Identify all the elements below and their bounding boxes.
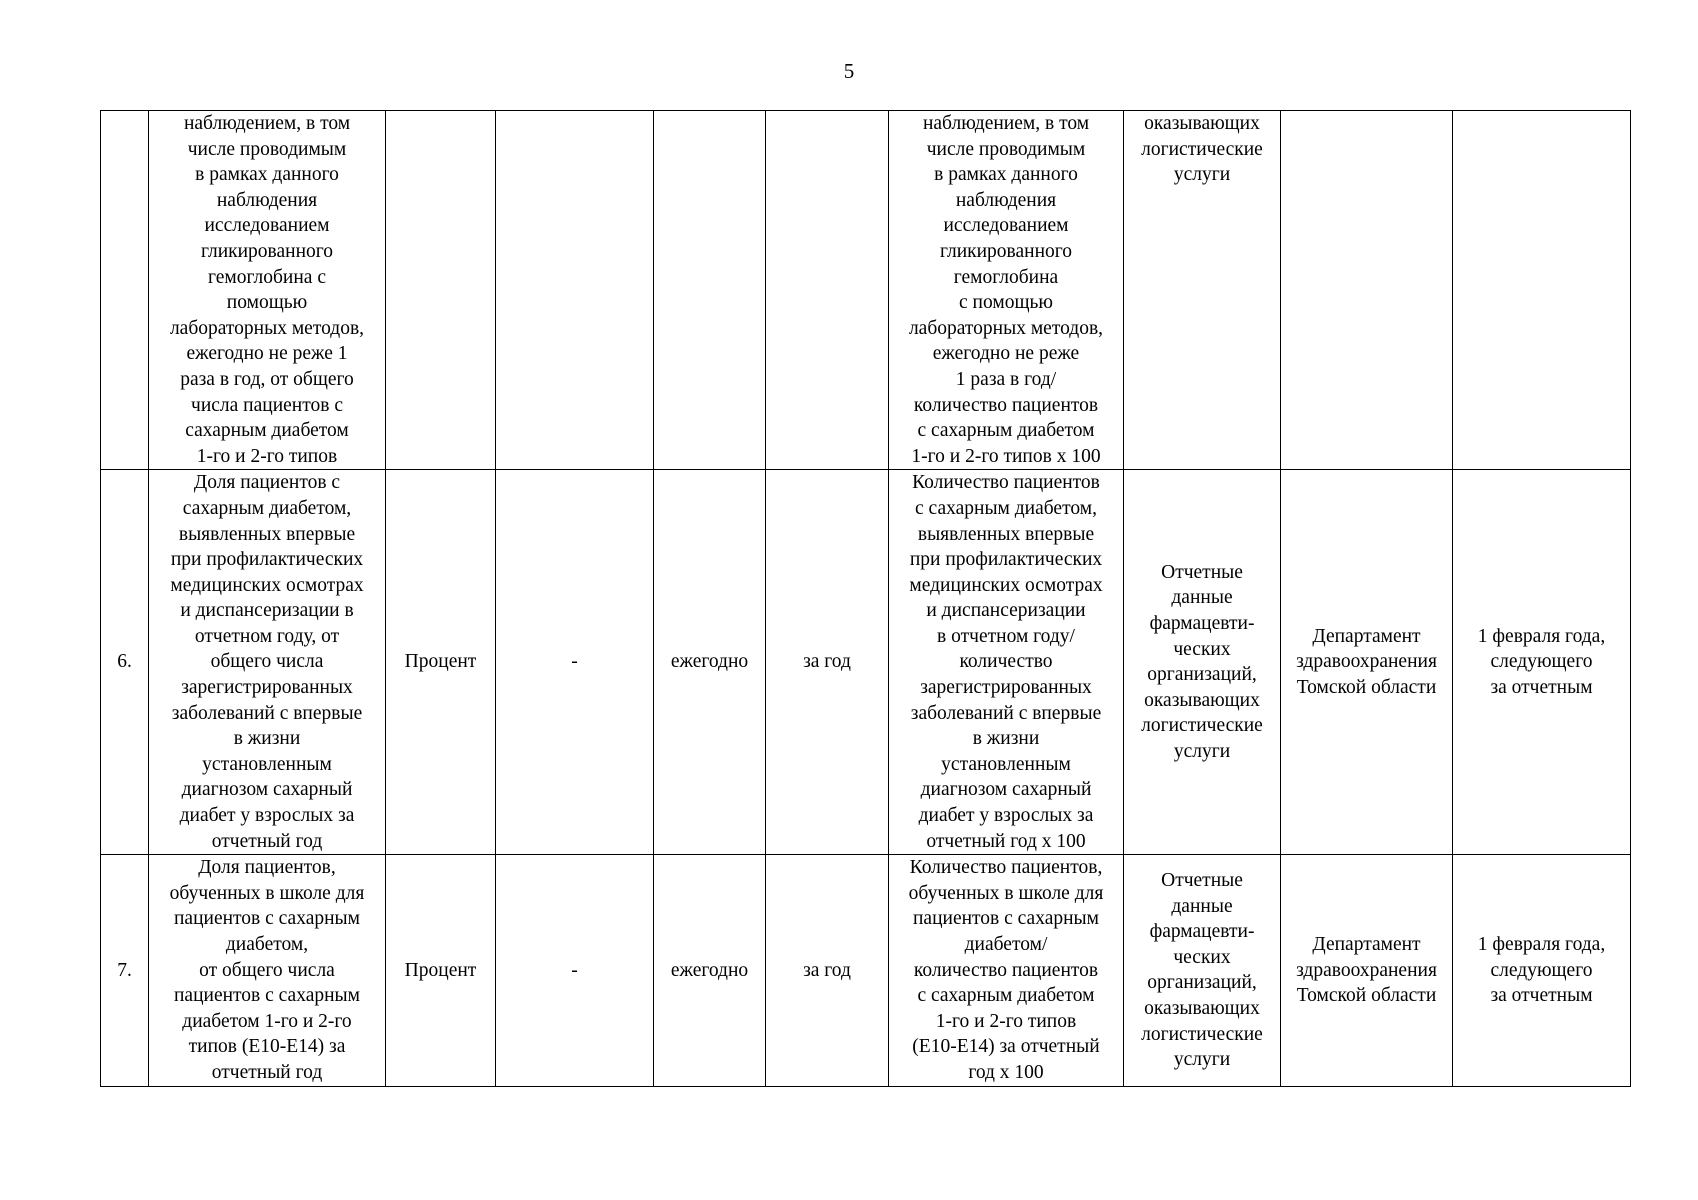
- cell-text-line: фармацевти-: [1149, 921, 1255, 943]
- cell-text-line: ческих: [1173, 638, 1231, 660]
- cell-text-line: количество пациентов: [913, 394, 1099, 416]
- cell-text-line: сахарным диабетом,: [182, 497, 352, 519]
- cell-text-line: 1-го и 2-го типов: [196, 445, 338, 467]
- cell-text-line: гликированного: [200, 240, 334, 262]
- cell-text-line: гликированного: [939, 240, 1073, 262]
- cell-text-line: Департамент: [1312, 625, 1421, 647]
- cell-text-line: числе проводимым: [926, 138, 1086, 160]
- cell-text-line: оказывающих: [1144, 997, 1260, 1019]
- cell-text-line: ческих: [1173, 946, 1231, 968]
- cell-text-line: услуги: [1173, 164, 1231, 186]
- cell-text-line: количество: [959, 651, 1053, 673]
- cell-text-line: заболеваний с впервые: [171, 702, 363, 724]
- cell-text-line: за отчетным: [1490, 985, 1593, 1007]
- cell-text-line: заболеваний с впервые: [910, 702, 1102, 724]
- cell-text-line: при профилактических: [909, 549, 1103, 571]
- cell-text-line: 1 февраля года,: [1477, 625, 1606, 647]
- cell-indicator-name: [149, 855, 386, 1086]
- cell-text-line: диагнозом сахарный: [920, 779, 1092, 801]
- cell-number: [101, 111, 149, 470]
- cell-text-line: в жизни: [233, 728, 301, 750]
- cell-text-line: пациентов с сахарным: [173, 985, 360, 1007]
- cell-text-line: с сахарным диабетом: [917, 420, 1095, 442]
- cell-unit: Процент: [386, 855, 496, 1086]
- cell-indicator-name: [149, 470, 386, 855]
- cell-text-line: диабетом/: [964, 934, 1048, 955]
- cell-text-line: здравоохранения: [1296, 959, 1437, 981]
- cell-text-line: Томской области: [1296, 985, 1437, 1007]
- cell-text-line: диабетом 1-го и 2-го: [182, 1010, 352, 1032]
- cell-text-line: Отчетные: [1161, 561, 1243, 583]
- cell-text-line: ежегодно не реже 1: [186, 343, 348, 365]
- cell-text-line: с помощью: [959, 292, 1053, 314]
- cell-number: 6.: [101, 470, 149, 855]
- cell-text-line: пациентов с сахарным: [912, 908, 1099, 930]
- cell-text-line: числе проводимым: [187, 138, 347, 160]
- cell-text-line: отчетный год: [211, 830, 323, 852]
- cell-text-line: Количество пациентов: [912, 472, 1100, 494]
- cell-base-value: -: [496, 855, 654, 1086]
- cell-text-line: сахарным диабетом: [185, 420, 349, 442]
- cell-text-line: установленным: [202, 753, 332, 775]
- cell-unit: Процент: [386, 470, 496, 855]
- cell-text-line: гемоглобина: [953, 266, 1059, 288]
- cell-text-line: Доля пациентов,: [198, 857, 336, 879]
- cell-text-line: следующего: [1490, 959, 1593, 981]
- cell-formula: [889, 855, 1124, 1086]
- cell-text-line: Департамент: [1312, 934, 1421, 955]
- cell-text-line: типов (Е10-Е14) за: [188, 1036, 346, 1058]
- cell-text-line: лабораторных методов,: [908, 317, 1104, 339]
- cell-text-line: количество пациентов: [913, 959, 1099, 981]
- table-row: [101, 111, 1631, 470]
- cell-text-line: данные: [1171, 895, 1233, 917]
- cell-periodicity: [654, 111, 766, 470]
- cell-text-line: 1-го и 2-го типов х 100: [911, 445, 1101, 467]
- cell-text-line: диабет у взрослых за: [179, 805, 355, 827]
- cell-text-line: Доля пациентов с: [193, 472, 341, 494]
- cell-text-line: в жизни: [972, 728, 1040, 750]
- cell-text-line: при профилактических: [170, 549, 364, 571]
- cell-text-line: медицинских осмотрах: [909, 574, 1103, 596]
- cell-text-line: и диспансеризации: [926, 600, 1086, 622]
- cell-responsible: [1281, 111, 1453, 470]
- cell-base-value: [496, 111, 654, 470]
- cell-text-line: выявленных впервые: [917, 523, 1095, 545]
- cell-text-line: пациентов с сахарным: [173, 908, 360, 930]
- table-body: [101, 111, 1631, 1087]
- cell-text-line: диабет у взрослых за: [918, 805, 1094, 827]
- cell-text-line: логистические: [1141, 715, 1263, 737]
- cell-text-line: гемоглобина с: [208, 266, 326, 288]
- cell-text-line: логистические: [1141, 1023, 1263, 1045]
- cell-text-line: отчетном году, от: [194, 625, 340, 647]
- cell-text-line: (Е10-Е14) за отчетный: [912, 1036, 1100, 1058]
- cell-text-line: отчетный год х 100: [926, 830, 1086, 852]
- cell-text-line: Количество пациентов,: [909, 857, 1103, 879]
- cell-text-line: исследованием: [204, 215, 330, 237]
- cell-text-line: в отчетном году/: [937, 625, 1075, 647]
- cell-indicator-name: [149, 111, 386, 470]
- indicator-table: [100, 110, 1631, 1087]
- cell-text-line: оказывающих: [1144, 113, 1260, 134]
- cell-text-line: наблюдения: [955, 189, 1057, 211]
- cell-text-line: фармацевти-: [1149, 613, 1255, 635]
- cell-text-line: 1 раза в год/: [955, 368, 1057, 390]
- cell-text-line: следующего: [1490, 651, 1593, 673]
- cell-text-line: помощью: [226, 292, 308, 314]
- cell-text-line: обученных в школе для: [908, 882, 1104, 904]
- cell-text-line: исследованием: [943, 215, 1069, 237]
- cell-base-value: -: [496, 470, 654, 855]
- page-number: 5: [843, 59, 855, 83]
- cell-text-line: наблюдением, в том: [922, 113, 1090, 134]
- cell-text-line: с сахарным диабетом,: [915, 497, 1097, 519]
- cell-text-line: логистические: [1141, 138, 1263, 160]
- cell-text-line: данные: [1171, 587, 1233, 609]
- cell-text-line: диабетом,: [225, 934, 309, 955]
- cell-text-line: организаций,: [1147, 972, 1257, 994]
- cell-text-line: наблюдением, в том: [183, 113, 351, 134]
- cell-text-line: ежегодно не реже: [932, 343, 1080, 365]
- cell-text-line: Отчетные: [1161, 870, 1243, 892]
- cell-period: [766, 111, 889, 470]
- cell-formula: [889, 470, 1124, 855]
- table-row: [101, 855, 1631, 1086]
- cell-data-source: [1124, 855, 1281, 1086]
- cell-text-line: обученных в школе для: [169, 882, 365, 904]
- cell-data-source: [1124, 111, 1281, 470]
- cell-text-line: в рамках данного: [934, 164, 1078, 186]
- cell-text-line: и диспансеризации в: [180, 600, 354, 622]
- cell-text-line: общего числа: [210, 651, 324, 673]
- cell-text-line: с сахарным диабетом: [917, 985, 1095, 1007]
- cell-responsible: [1281, 470, 1453, 855]
- cell-deadline: [1453, 111, 1631, 470]
- cell-number: 7.: [101, 855, 149, 1086]
- cell-text-line: услуги: [1173, 741, 1231, 763]
- cell-responsible: [1281, 855, 1453, 1086]
- cell-text-line: зарегистрированных: [181, 677, 353, 699]
- cell-text-line: лабораторных методов,: [169, 317, 365, 339]
- cell-text-line: установленным: [941, 753, 1071, 775]
- cell-text-line: 1 февраля года,: [1477, 934, 1606, 955]
- cell-text-line: отчетный год: [211, 1061, 323, 1083]
- cell-text-line: в рамках данного: [195, 164, 339, 186]
- cell-text-line: услуги: [1173, 1049, 1231, 1071]
- cell-text-line: выявленных впервые: [178, 523, 356, 545]
- cell-deadline: [1453, 855, 1631, 1086]
- cell-deadline: [1453, 470, 1631, 855]
- cell-text-line: здравоохранения: [1296, 651, 1437, 673]
- cell-period: за год: [766, 470, 889, 855]
- table-row: [101, 470, 1631, 855]
- cell-text-line: за отчетным: [1490, 677, 1593, 699]
- cell-text-line: зарегистрированных: [920, 677, 1092, 699]
- cell-periodicity: ежегодно: [654, 470, 766, 855]
- cell-period: за год: [766, 855, 889, 1086]
- cell-text-line: наблюдения: [216, 189, 318, 211]
- cell-text-line: числа пациентов с: [191, 394, 343, 416]
- cell-formula: [889, 111, 1124, 470]
- cell-text-line: раза в год, от общего: [180, 368, 354, 390]
- cell-text-line: организаций,: [1147, 664, 1257, 686]
- cell-text-line: диагнозом сахарный: [181, 779, 353, 801]
- cell-text-line: медицинских осмотрах: [170, 574, 364, 596]
- cell-unit: [386, 111, 496, 470]
- cell-text-line: оказывающих: [1144, 689, 1260, 711]
- cell-text-line: от общего числа: [199, 959, 335, 981]
- cell-data-source: [1124, 470, 1281, 855]
- cell-periodicity: ежегодно: [654, 855, 766, 1086]
- cell-text-line: 1-го и 2-го типов: [935, 1010, 1077, 1032]
- cell-text-line: год х 100: [968, 1061, 1044, 1083]
- cell-text-line: Томской области: [1296, 677, 1437, 699]
